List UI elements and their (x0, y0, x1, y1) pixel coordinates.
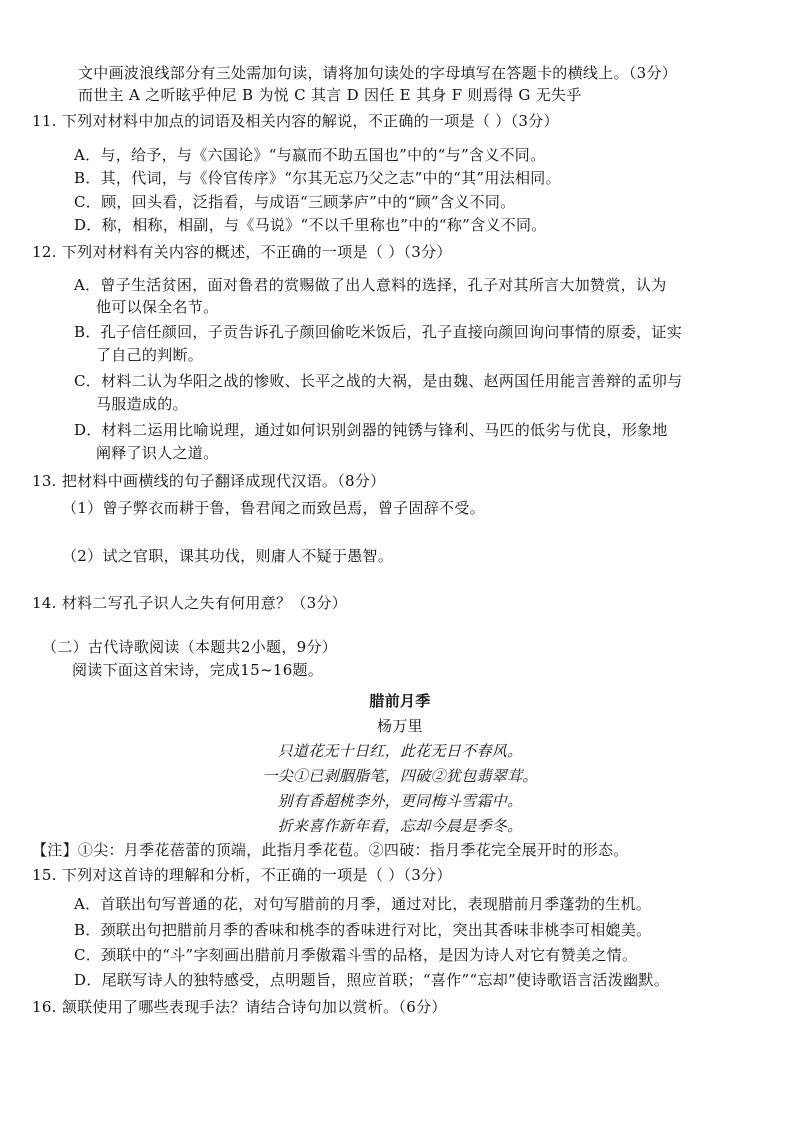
q12-option-b-cont: 了自己的判断。 (96, 346, 204, 364)
poem-line-3: 别有香超桃李外，更同梅斗雪霜中。 (277, 792, 523, 810)
q15-option-d: D．尾联写诗人的独特感受，点明题旨，照应首联；“喜作”“忘却”使诗歌语言活泼幽默。 (74, 971, 670, 989)
section2-heading: （二）古代诗歌阅读（本题共2小题，9分） (42, 638, 338, 656)
q15-option-c: C．颈联中的“斗”字刻画出腊前月季傲霜斗雪的品格，是因为诗人对它有赞美之情。 (74, 946, 638, 964)
q12-option-a-cont: 他可以保全名节。 (96, 298, 219, 316)
poem-line-2: 一尖①已剥胭脂笔，四破②犹包翡翠茸。 (262, 767, 538, 785)
q13-sentence-1: （1）曾子弊衣而耕于鲁，鲁君闻之而致邑焉，曾子固辞不受。 (62, 499, 485, 517)
q12-option-d: D．材料二运用比喻说理，通过如何识别剑器的钝锈与锋利、马匹的低劣与优良，形象地 (74, 421, 668, 439)
q13-stem: 13. 把材料中画横线的句子翻译成现代汉语。（8分） (32, 472, 386, 490)
q15-option-b: B．颈联出句把腊前月季的香味和桃李的香味进行对比，突出其香味非桃李可相媲美。 (74, 921, 652, 939)
q10-text: 而世主 A 之听眩乎仲尼 B 为悦 C 其言 D 因任 E 其身 F 则焉得 G 无失乎 (78, 86, 582, 104)
q11-option-b: B．其，代词，与《伶官传序》“尔其无忘乃父之志”中的“其”用法相同。 (74, 169, 561, 187)
q12-option-a: A．曾子生活贫困，面对鲁君的赏赐做了出人意料的选择，孔子对其所言大加赞赏，认为 (74, 276, 667, 294)
q11-option-d: D．称，相称，相副，与《马说》“不以千里称也”中的“称”含义不同。 (74, 216, 547, 234)
q12-option-d-cont: 阐释了识人之道。 (96, 444, 219, 462)
q15-stem: 15. 下列对这首诗的理解和分析，不正确的一项是（ ）（3分） (32, 866, 452, 884)
poem-line-4: 折来喜作新年看，忘却今晨是季冬。 (277, 817, 523, 835)
q11-stem: 11. 下列对材料中加点的词语及相关内容的解说，不正确的一项是（ ）（3分） (32, 112, 559, 130)
poem-line-1: 只道花无十日红，此花无日不春风。 (277, 742, 523, 760)
q16-stem: 16. 颔联使用了哪些表现手法？请结合诗句加以赏析。（6分） (32, 998, 447, 1016)
q13-sentence-2: （2）试之官职，课其功伐，则庸人不疑于愚智。 (62, 547, 394, 565)
q11-option-c: C．顾，回头看，泛指看，与成语“三顾茅庐”中的“顾”含义不同。 (74, 193, 516, 211)
poem-note: 【注】①尖：月季花蓓蕾的顶端，此指月季花苞。②四破：指月季花完全展开时的形态。 (32, 841, 629, 859)
q12-option-b: B．孔子信任颜回，子贡告诉孔子颜回偷吃米饭后，孔子直接向颜回询问事情的原委，证实 (74, 323, 683, 341)
q12-option-c-cont: 马服造成的。 (96, 395, 188, 413)
poem-author: 杨万里 (377, 717, 423, 735)
poem-title: 腊前月季 (369, 692, 431, 710)
q11-option-a: A．与，给予，与《六国论》“与嬴而不助五国也”中的“与”含义不同。 (74, 146, 546, 164)
q10-prompt: 文中画波浪线部分有三处需加句读，请将加句读处的字母填写在答题卡的横线上。（3分） (78, 64, 678, 82)
q14-stem: 14. 材料二写孔子识人之失有何用意？（3分） (32, 594, 348, 612)
q12-stem: 12. 下列对材料有关内容的概述，不正确的一项是（ ）（3分） (32, 243, 452, 261)
q15-option-a: A．首联出句写普通的花，对句写腊前的月季，通过对比，表现腊前月季蓬勃的生机。 (74, 895, 652, 913)
section2-intro: 阅读下面这首宋诗，完成15~16题。 (72, 661, 324, 679)
q12-option-c: C．材料二认为华阳之战的惨败、长平之战的大祸，是由魏、赵两国任用能言善辩的孟卯与 (74, 372, 683, 390)
